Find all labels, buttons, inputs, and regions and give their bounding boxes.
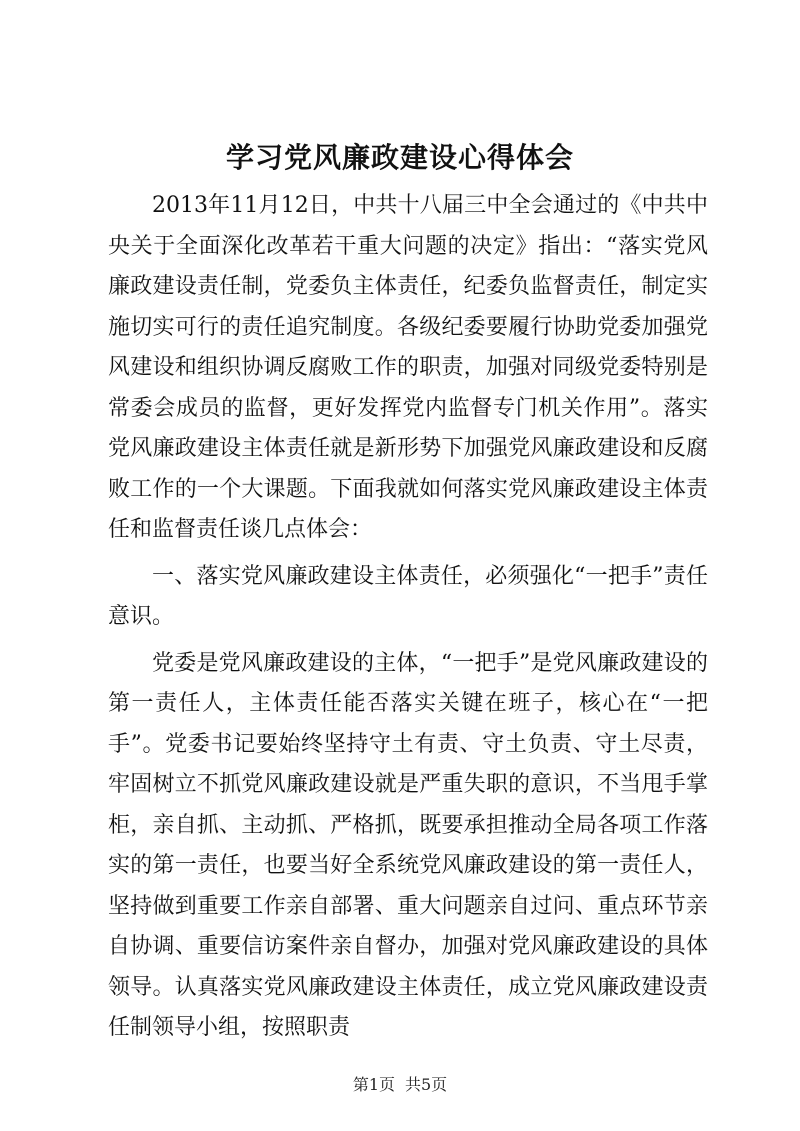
page-total: 共5页 (405, 1075, 448, 1094)
paragraph-intro: 2013年11月12日，中共十八届三中全会通过的《中共中央关于全面深化改革若干重大问题的决定》指出：“落实党风廉政建设责任制，党委负主体责任，纪委负监督责任，制定实施切实可行的责任追究制度。各级纪委要履行协助党委加强党风建设和组织协调反腐败工作的职责，加强对同级党委特别是常委会成员的监督，更好发挥党内监督专门机关作用”。落实党风廉政建设主体责任就是新形势下加强党风廉政建设和反腐败工作的一个大课题。下面我就如何落实党风廉政建设主体责任和监督责任谈几点体会： (108, 193, 708, 542)
page-number: 第1页 (352, 1075, 395, 1094)
paragraph-party-committee: 党委是党风廉政建设的主体，“一把手”是党风廉政建设的第一责任人，主体责任能否落实关键在班子，核心在“一把手”。党委书记要始终坚持守土有责、守土负责、守土尽责，牢固树立不抓党风廉政建设就是严重失职的意识，不当甩手掌柜，亲自抓、主动抓、严格抓，既要承担推动全局各项工作落实的第一责任，也要当好全系统党风廉政建设的第一责任人，坚持做到重要工作亲自部署、重大问题亲自过问、重点环节亲自协调、重要信访案件亲自督办，加强对党风廉政建设的具体领导。认真落实党风廉政建设主体责任，成立党风廉政建设责任制领导小组，按照职责 (108, 650, 708, 1040)
page-footer (0, 1075, 800, 1095)
document-body (108, 186, 708, 1049)
document-title: 学习党风廉政建设心得体会 (225, 141, 574, 174)
paragraph-section-heading: 一、落实党风廉政建设主体责任，必须强化“一把手”责任意识。 (108, 563, 708, 629)
